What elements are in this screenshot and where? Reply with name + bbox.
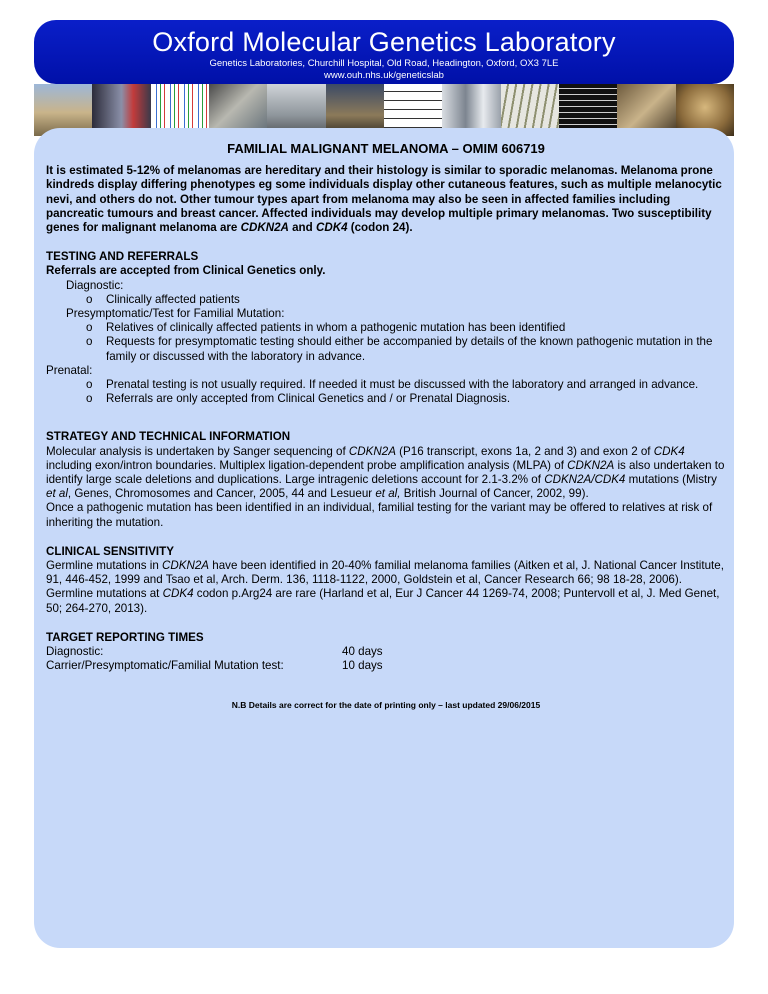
referral-note: Referrals are accepted from Clinical Genetics only. [46, 264, 326, 278]
lab-title: Oxford Molecular Genetics Laboratory [152, 27, 616, 57]
intro-text: (codon 24). [347, 221, 413, 235]
presymptomatic-label: Presymptomatic/Test for Familial Mutation: [66, 307, 285, 321]
reporting-times-table [46, 645, 726, 673]
gene-name: CDKN2A [348, 444, 396, 458]
bullet-icon: o [86, 321, 93, 335]
strategy-text: mutations (Mistry [625, 473, 717, 487]
strategy-heading: STRATEGY AND TECHNICAL INFORMATION [46, 430, 291, 444]
bullet-icon: o [86, 292, 93, 306]
list-item-text: Relatives of clinically affected patients in whom a pathogenic mutation has been identified [106, 321, 566, 335]
list-item [46, 378, 726, 392]
bullet-icon: o [86, 335, 93, 349]
gene-name: CDKN2A/CDK4 [544, 473, 626, 487]
reporting-heading: TARGET REPORTING TIMES [46, 630, 204, 644]
document-body [46, 140, 726, 712]
gene-name: CDK4 [162, 587, 194, 601]
reporting-value: 40 days [342, 645, 383, 659]
citation-et-al: et al, [375, 487, 401, 501]
sensitivity-heading: CLINICAL SENSITIVITY [46, 544, 174, 558]
strategy-text: including exon/intron boundaries. Multiplex ligation-dependent probe amplification analysis (MLPA) of [46, 458, 568, 472]
gene-name: CDK4 [653, 444, 685, 458]
sensitivity-text: have been identified in 20-40% familial melanoma families (Aitken et al, J. National Cancer Institute, 91, 446-452, 1999 and Tsao et al, Arch. Derm. 136, 1118-1122, 2000, Goldstein et al, Cancer Research 66; 98 18-28, 2006). Germline mutations at [46, 559, 724, 601]
lab-address: Genetics Laboratories, Churchill Hospital, Old Road, Headington, Oxford, OX3 7LE [209, 58, 559, 69]
intro-text: It is estimated 5-12% of melanomas are hereditary and their histology is similar to sporadic melanomas. Melanoma prone kindreds display differing phenotypes eg some individuals display other cutaneous features, such as multiple melanocytic nevi, and others do not. Other tumour types apart from melanoma may also be seen in affected families including pancreatic tumours and breast cancer. Affected individuals may develop multiple primary melanomas. Two susceptibility genes for malignant melanoma are [46, 164, 722, 235]
strategy-section [46, 430, 726, 529]
strategy-paragraph [46, 445, 726, 502]
list-item [46, 293, 726, 307]
list-item-text: Prenatal testing is not usually required. If needed it must be discussed with the laboratory and arranged in advance. [106, 378, 699, 392]
list-item-text: Requests for presymptomatic testing should either be accompanied by details of the known pathogenic mutation in the family or discussed with the laboratory in advance. [106, 335, 713, 363]
strategy-text: Molecular analysis is undertaken by Sanger sequencing of [46, 444, 349, 458]
gene-name: CDKN2A [567, 458, 615, 472]
list-item-text: Clinically affected patients [106, 292, 240, 306]
reporting-value: 10 days [342, 659, 383, 673]
strategy-text: British Journal of Cancer, 2002, 99). [400, 487, 589, 501]
gene-name: CDKN2A [161, 559, 210, 573]
reporting-section [46, 631, 726, 674]
sensitivity-paragraph [46, 559, 726, 616]
sensitivity-text: Germline mutations in [46, 559, 162, 573]
list-item [46, 335, 726, 363]
bullet-icon: o [86, 392, 93, 406]
prenatal-label: Prenatal: [46, 363, 93, 377]
sensitivity-section [46, 545, 726, 616]
intro-paragraph [46, 164, 726, 235]
list-item [46, 321, 726, 335]
document-title: FAMILIAL MALIGNANT MELANOMA – OMIM 606719 [227, 141, 545, 156]
lab-header [34, 20, 734, 84]
bullet-icon: o [86, 378, 93, 392]
diagnostic-label: Diagnostic: [66, 278, 124, 292]
strategy-text: (P16 transcript, exons 1a, 2 and 3) and exon 2 of [395, 444, 654, 458]
update-footnote: N.B Details are correct for the date of printing only – last updated 29/06/2015 [231, 699, 541, 710]
testing-heading: TESTING AND REFERRALS [46, 250, 199, 264]
lab-url: www.ouh.nhs.uk/geneticslab [324, 70, 444, 81]
sensitivity-text: codon p.Arg24 are rare (Harland et al, Eur J Cancer 44 1269-74, 2008; Puntervoll et al, J. Med Genet, 50; 264-270, 2013). [46, 587, 720, 615]
citation-et-al: et al [46, 487, 68, 501]
gene-name: CDK4 [315, 221, 348, 235]
reporting-label: Diagnostic: [46, 645, 104, 659]
strategy-text: is also undertaken to identify large scale deletions and duplications. Large intragenic deletions account for 2.1-3.2% of [46, 458, 725, 487]
gene-name: CDKN2A [240, 221, 289, 235]
testing-section [46, 250, 726, 406]
list-item-text: Referrals are only accepted from Clinical Genetics and / or Prenatal Diagnosis. [106, 392, 511, 406]
familial-testing-paragraph: Once a pathogenic mutation has been identified in an individual, familial testing for the variant may be offered to relatives at risk of inheriting the mutation. [46, 501, 713, 529]
reporting-label: Carrier/Presymptomatic/Familial Mutation test: [46, 659, 284, 673]
strategy-text: , Genes, Chromosomes and Cancer, 2005, 44 and Lesueur [67, 487, 376, 501]
intro-text: and [288, 221, 316, 235]
list-item [46, 392, 726, 406]
